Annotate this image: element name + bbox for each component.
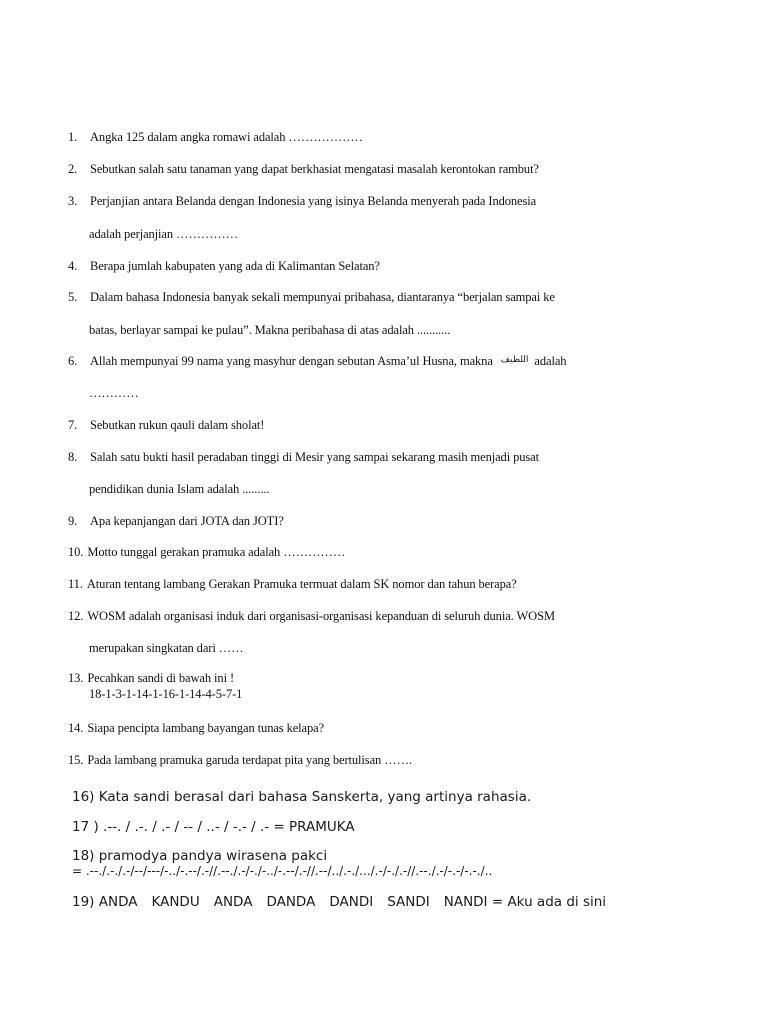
question-6 xyxy=(68,354,600,369)
question-number: 13. xyxy=(68,671,84,685)
question-number: 10. xyxy=(68,545,84,559)
question-12 xyxy=(68,609,600,624)
question-5-continuation: batas, berlayar sampai ke pulau”. Makna peribahasa di atas adalah ........... xyxy=(89,323,451,337)
question-text: Sebutkan salah satu tanaman yang dapat berkhasiat mengatasi masalah kerontokan rambut? xyxy=(90,162,539,176)
question-number: 4. xyxy=(68,259,78,273)
question-13-code: 18-1-3-1-14-1-16-1-14-4-5-7-1 xyxy=(89,687,243,701)
question-3 xyxy=(68,194,600,209)
question-text: Pecahkan sandi di bawah ini ! xyxy=(87,671,235,685)
question-number: 9. xyxy=(68,514,78,528)
question-number: 1. xyxy=(68,130,78,144)
question-number: 12. xyxy=(68,609,84,623)
question-text: Pada lambang pramuka garuda terdapat pita yang bertulisan ……. xyxy=(87,753,413,767)
question-text: Dalam bahasa Indonesia banyak sekali mempunyai pribahasa, diantaranya “berjalan sampai ke xyxy=(90,290,555,304)
question-6-continuation: ………… xyxy=(89,386,139,400)
q19-word: DANDI xyxy=(329,894,374,910)
q19-word: ANDA xyxy=(213,894,253,910)
question-14 xyxy=(68,721,600,736)
question-19 xyxy=(72,894,606,910)
q19-word: SANDI xyxy=(387,894,430,910)
question-7 xyxy=(68,418,600,433)
question-8 xyxy=(68,450,600,465)
question-18-morse: = .--./.-./.-/--/---/-../-.--/.-//.--./.-/-./-../-.--/.-//.--/../.-./.../.-/-./.-//.--./.-/-.-/-.-./.. xyxy=(72,864,493,878)
question-text: Berapa jumlah kabupaten yang ada di Kalimantan Selatan? xyxy=(90,259,380,273)
question-number: 14. xyxy=(68,721,84,735)
question-11 xyxy=(68,577,600,592)
question-text: Perjanjian antara Belanda dengan Indonesia yang isinya Belanda menyerah pada Indonesia xyxy=(90,194,537,208)
question-text: Sebutkan rukun qauli dalam sholat! xyxy=(90,418,265,432)
question-13 xyxy=(68,671,600,686)
question-text: WOSM adalah organisasi induk dari organisasi-organisasi kepanduan di seluruh dunia. WOSM xyxy=(87,609,555,623)
q19-word: DANDA xyxy=(266,894,316,910)
question-16: 16) Kata sandi berasal dari bahasa Sanskerta, yang artinya rahasia. xyxy=(72,789,532,805)
question-text: Angka 125 dalam angka romawi adalah ……………… xyxy=(90,130,363,144)
question-3-continuation: adalah perjanjian …………… xyxy=(89,227,239,241)
question-text-end: adalah xyxy=(534,354,567,368)
question-text: Siapa pencipta lambang bayangan tunas kelapa? xyxy=(87,721,325,735)
question-1 xyxy=(68,130,600,145)
question-number: 6. xyxy=(68,354,78,368)
question-15 xyxy=(68,753,600,768)
question-2 xyxy=(68,162,600,177)
question-8-continuation: pendidikan dunia Islam adalah ......... xyxy=(89,482,270,496)
question-17: 17 ) .--. / .-. / .- / -- / ..- / -.- / .- = PRAMUKA xyxy=(72,819,355,835)
question-text: Allah mempunyai 99 nama yang masyhur dengan sebutan Asma’ul Husna, makna xyxy=(90,354,493,368)
question-text: Motto tunggal gerakan pramuka adalah …………… xyxy=(87,545,346,559)
q19-word: KANDU xyxy=(151,894,200,910)
question-text: Apa kepanjangan dari JOTA dan JOTI? xyxy=(90,514,284,528)
question-10 xyxy=(68,545,600,560)
question-9 xyxy=(68,514,600,529)
question-number: 15. xyxy=(68,753,84,767)
question-number: 3. xyxy=(68,194,78,208)
q19-word: NANDI = Aku ada di sini xyxy=(443,894,607,910)
question-number: 5. xyxy=(68,290,78,304)
question-text: Salah satu bukti hasil peradaban tinggi di Mesir yang sampai sekarang masih menjadi pusat xyxy=(90,450,539,464)
question-number: 8. xyxy=(68,450,78,464)
question-text: Aturan tentang lambang Gerakan Pramuka termuat dalam SK nomor dan tahun berapa? xyxy=(86,577,517,591)
question-number: 2. xyxy=(68,162,78,176)
question-number: 7. xyxy=(68,418,78,432)
arabic-term: اللطيف xyxy=(500,354,529,364)
question-number: 11. xyxy=(68,577,83,591)
question-12-continuation: merupakan singkatan dari …… xyxy=(89,641,244,655)
question-18: 18) pramodya pandya wirasena pakci xyxy=(72,848,328,864)
question-5 xyxy=(68,290,600,305)
question-4 xyxy=(68,259,600,274)
q19-word: 19) ANDA xyxy=(72,894,138,910)
